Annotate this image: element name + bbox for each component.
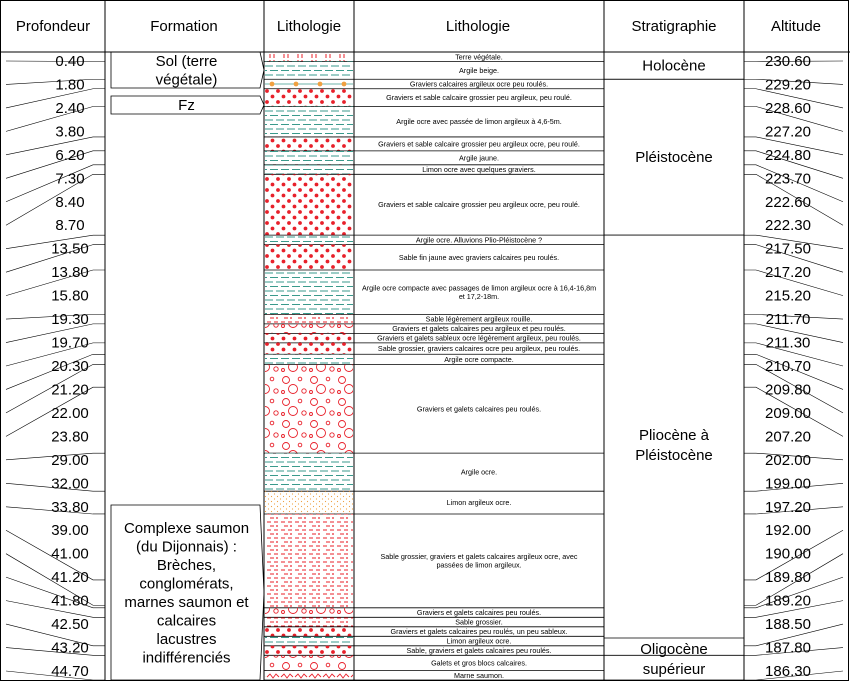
formation-label: Fz: [178, 97, 195, 114]
altitude-value: 227.20: [765, 123, 811, 141]
lithology-layer-3: [265, 79, 353, 89]
lithology-pattern-column: [264, 52, 354, 680]
layer-description: Graviers et galets calcaires peu roulés.: [416, 608, 542, 618]
lithology-layer-2: [265, 62, 353, 80]
lithology-layer-23: [265, 617, 353, 627]
stratigraphy-label: Holocène: [642, 57, 706, 75]
depth-value: 1.80: [55, 76, 85, 94]
formation-label: (du Dijonnais) :: [136, 538, 237, 556]
lithology-layer-28: [265, 671, 353, 681]
altitude-value: 192.00: [765, 522, 811, 540]
depth-value: 13.50: [51, 240, 89, 258]
depth-value: 20.30: [51, 358, 89, 375]
lithology-layer-13: [265, 314, 353, 324]
formation-label: lacustres: [156, 630, 217, 648]
lithology-layer-14: [265, 324, 353, 334]
depth-value: 6.20: [55, 146, 85, 164]
layer-description: Sable fin jaune avec graviers calcaires peu roulés.: [398, 252, 560, 262]
header-altitude: Altitude: [770, 18, 822, 35]
altitude-value: 230.60: [765, 53, 811, 70]
stratigraphy-label: Pléistocène: [635, 149, 713, 167]
formation-label: conglomérats,: [139, 575, 234, 593]
layer-description: Graviers et galets calcaires peu argileux et peu roulés.: [392, 324, 566, 334]
lithology-layer-27: [265, 655, 353, 670]
lithology-layer-10: [265, 235, 353, 245]
altitude-value: 211.30: [765, 334, 811, 352]
depth-value: 0.40: [55, 53, 85, 70]
altitude-value: 190.00: [765, 545, 811, 563]
depth-value: 8.70: [55, 217, 85, 235]
lithology-layer-21: [265, 514, 353, 608]
layer-description: Argile ocre avec passée de limon argileux à 4,6-5m.: [396, 117, 562, 127]
depth-value: 42.50: [51, 616, 89, 634]
altitude-value: 224.80: [765, 146, 811, 164]
depth-value: 7.30: [55, 170, 85, 188]
lithology-layer-15: [265, 333, 353, 343]
altitude-value: 229.20: [765, 76, 811, 94]
layer-description: Graviers et sable calcaire grossier peu argileux ocre, peu roulé.: [378, 139, 580, 149]
depth-value: 13.80: [51, 264, 89, 282]
lithology-layer-20: [265, 491, 353, 514]
layer-description: Argile beige.: [459, 65, 499, 75]
layer-description: Graviers et galets calcaires peu roulés.: [416, 404, 542, 414]
layer-description: Limon argileux ocre.: [446, 636, 512, 646]
depth-value: 32.00: [51, 475, 89, 493]
layer-description: Graviers et galets sableux ocre légèrement argileux, peu roulés.: [377, 333, 581, 343]
altitude-value: 228.60: [765, 99, 811, 117]
depth-value: 8.40: [55, 193, 85, 211]
depth-value: 44.70: [51, 663, 89, 680]
lithology-layer-7: [265, 151, 353, 165]
lithology-layer-12: [265, 270, 353, 314]
altitude-value: 186.30: [765, 663, 811, 680]
depth-value: 33.80: [51, 498, 89, 516]
altitude-value: 211.70: [765, 311, 811, 329]
layer-description: Limon ocre avec quelques graviers.: [422, 165, 536, 175]
layer-description: Sable grossier.: [455, 617, 503, 627]
stratigraphy-label: Pléistocène: [635, 447, 713, 465]
depth-column: [6, 53, 105, 680]
depth-value: 41.20: [51, 569, 89, 587]
header-lithology-pattern: Lithologie: [276, 18, 342, 35]
layer-description: Graviers calcaires argileux ocre peu roulés.: [409, 79, 549, 89]
depth-value: 19.70: [51, 334, 89, 352]
layer-description: Graviers et sable calcaire grossier peu argileux, peu roulé.: [386, 93, 572, 103]
header-depth: Profondeur: [15, 18, 91, 35]
altitude-value: 222.30: [765, 217, 811, 235]
formation-label: calcaires: [156, 612, 217, 630]
altitude-value: 217.20: [765, 264, 811, 282]
depth-value: 21.20: [51, 381, 89, 399]
depth-value: 39.00: [51, 522, 89, 540]
lithology-layer-26: [265, 646, 353, 656]
formation-label: Brèches,: [156, 556, 217, 574]
stratigraphy-label: Oligocène: [640, 641, 708, 658]
stratigraphy-column: [604, 52, 744, 680]
layer-description: Graviers et sable calcaire grossier peu argileux ocre, peu roulé.: [378, 200, 580, 210]
altitude-value: 197.20: [765, 498, 811, 516]
lithology-layer-16: [265, 343, 353, 354]
layer-description: Argile ocre compacte.: [444, 354, 514, 364]
depth-value: 22.00: [51, 404, 89, 422]
lithology-layer-6: [265, 137, 353, 151]
layer-description: Terre végétale.: [455, 52, 503, 62]
formation-label: végétale): [155, 71, 218, 89]
formation-column: [111, 52, 264, 680]
altitude-value: 222.60: [765, 193, 811, 211]
altitude-value: 202.00: [765, 451, 811, 469]
altitude-value: 209.80: [765, 381, 811, 399]
layer-description: Argile ocre. Alluvions Plio-Pléistocène ?: [415, 235, 543, 245]
layer-description: Argile ocre compacte avec passages de limon argileux ocre à 16,4-16,8m et 17,2-18m.: [361, 283, 597, 301]
depth-value: 29.00: [51, 451, 89, 469]
header-lithology-text: Lithologie: [445, 18, 511, 35]
lithology-layer-11: [265, 245, 353, 270]
layer-description: Argile jaune.: [459, 153, 499, 163]
lithology-layer-25: [265, 636, 353, 646]
layer-description: Graviers et galets calcaires peu roulés, un peu sableux.: [390, 627, 568, 637]
lithology-layer-9: [265, 174, 353, 235]
layer-description: Sable grossier, graviers et galets calcaires argileux ocre, avec passées de limon argileux.: [380, 552, 578, 570]
depth-value: 15.80: [51, 287, 89, 305]
depth-value: 43.20: [51, 639, 89, 657]
depth-value: 19.30: [51, 311, 89, 329]
altitude-value: 199.00: [765, 475, 811, 493]
altitude-column: [744, 53, 843, 680]
layer-description: Marne saumon.: [454, 670, 504, 680]
stratigraphy-label: Pliocène à: [638, 427, 710, 445]
stratigraphy-label: supérieur: [642, 661, 706, 678]
layer-description: Argile ocre.: [460, 467, 498, 477]
layer-description: Sable grossier, graviers calcaires ocre peu argileux, peu roulés.: [377, 344, 581, 354]
altitude-value: 189.20: [765, 592, 811, 610]
altitude-value: 189.80: [765, 569, 811, 587]
lithology-layer-4: [265, 89, 353, 107]
formation-label: marnes saumon et: [124, 593, 249, 611]
depth-value: 23.80: [51, 428, 89, 446]
formation-label: Complexe saumon: [123, 519, 250, 537]
altitude-value: 188.50: [765, 616, 811, 634]
altitude-value: 207.20: [765, 428, 811, 446]
altitude-value: 210.70: [765, 358, 811, 375]
altitude-value: 217.50: [765, 240, 811, 258]
depth-value: 2.40: [55, 99, 85, 117]
formation-label: Sol (terre: [155, 52, 218, 70]
header-stratigraphy: Stratigraphie: [631, 18, 717, 35]
altitude-value: 215.20: [765, 287, 811, 305]
layer-description: Limon argileux ocre.: [446, 498, 512, 508]
lithology-layer-22: [265, 608, 353, 618]
layer-description: Galets et gros blocs calcaires.: [431, 658, 527, 668]
stratigraphy-box: [604, 235, 744, 655]
lithology-description-column: [354, 52, 604, 680]
lithology-layer-19: [265, 453, 353, 491]
lithology-layer-1: [265, 52, 353, 62]
header-row: [16, 18, 821, 35]
lithology-layer-24: [265, 627, 353, 637]
altitude-value: 209.00: [765, 404, 811, 422]
depth-value: 41.00: [51, 545, 89, 563]
formation-label: indifférenciés: [142, 649, 231, 667]
layer-description: Sable légèrement argileux rouille.: [425, 314, 533, 324]
lithology-layer-17: [265, 354, 353, 364]
altitude-value: 223.70: [765, 170, 811, 188]
lithology-layer-18: [265, 364, 353, 453]
altitude-value: 187.80: [765, 639, 811, 657]
depth-value: 3.80: [55, 123, 85, 141]
header-formation: Formation: [150, 18, 218, 35]
lithology-layer-8: [265, 165, 353, 175]
layer-description: Sable, graviers et galets calcaires peu roulés.: [406, 646, 552, 656]
lithology-layer-5: [265, 106, 353, 136]
depth-value: 41.80: [51, 592, 89, 610]
